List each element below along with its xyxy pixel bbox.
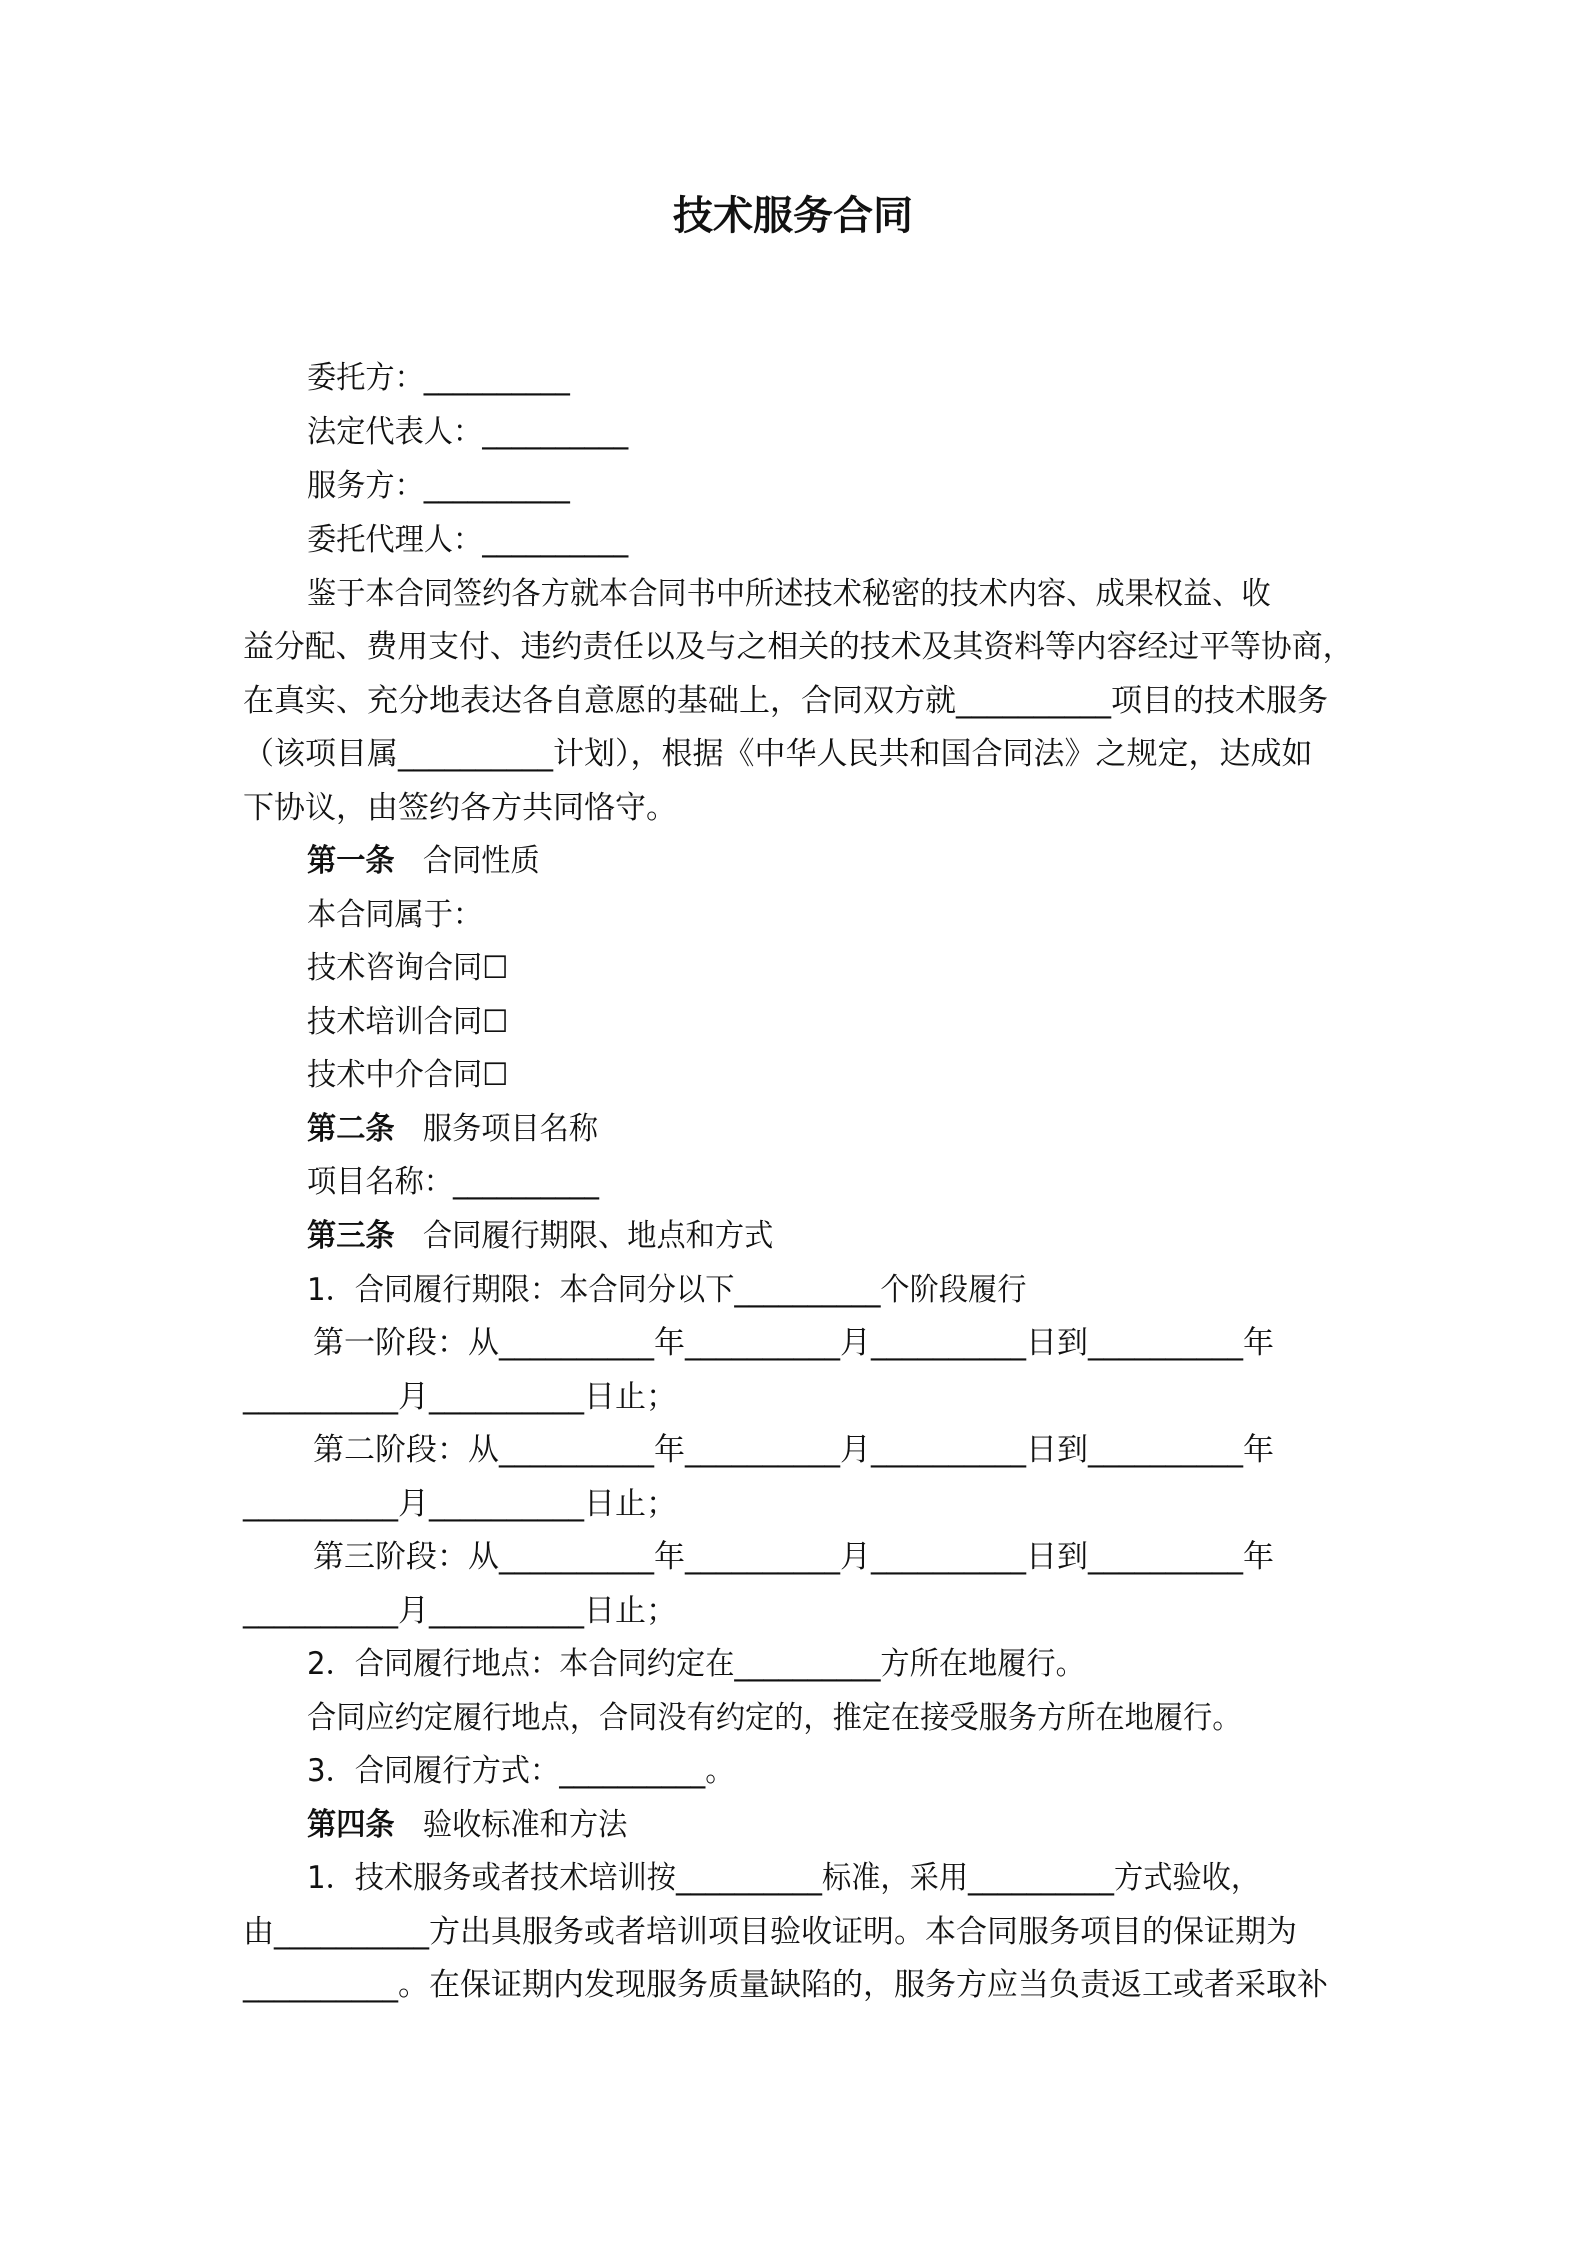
agent-line: 委托代理人：__________	[307, 522, 629, 558]
legal-rep-line: 法定代表人：__________	[307, 414, 629, 450]
article-number: 第二条	[307, 1111, 395, 1147]
stage-3-line: __________月__________日止；	[243, 1593, 677, 1629]
option-consulting: 技术咨询合同☐	[307, 950, 509, 986]
body-line: 3．合同履行方式：__________。	[307, 1753, 735, 1789]
preamble-line: （该项目属__________计划），根据《中华人民共和国合同法》之规定，达成如	[243, 736, 1313, 772]
preamble-line: 下协议，由签约各方共同恪守。	[243, 790, 677, 826]
body-line: 1．技术服务或者技术培训按__________标准，采用__________方式验收，	[307, 1860, 1261, 1896]
body-line: 合同应约定履行地点，合同没有约定的，推定在接受服务方所在地履行。	[307, 1700, 1242, 1736]
article-3-heading	[307, 1216, 1353, 1256]
stage-2-line: __________月__________日止；	[243, 1486, 677, 1522]
body-line: 1．合同履行期限：本合同分以下__________个阶段履行	[307, 1272, 1027, 1308]
document-title: 技术服务合同	[673, 193, 913, 239]
stage-1-line: __________月__________日止；	[243, 1379, 677, 1415]
article-2-heading	[307, 1109, 1353, 1149]
body-line: __________。在保证期内发现服务质量缺陷的，服务方应当负责返工或者采取补	[243, 1967, 1328, 2003]
article-title: 合同履行期限、地点和方式	[422, 1218, 774, 1254]
body-line: 由__________方出具服务或者培训项目验收证明。本合同服务项目的保证期为	[243, 1914, 1297, 1950]
article-title: 合同性质	[422, 843, 540, 879]
party-provider-line: 服务方：__________	[307, 468, 570, 504]
project-name-line: 项目名称：__________	[307, 1164, 600, 1200]
preamble-line: 益分配、费用支付、违约责任以及与之相关的技术及其资料等内容经过平等协商，	[243, 629, 1354, 665]
body-line: 2．合同履行地点：本合同约定在__________方所在地履行。	[307, 1646, 1085, 1682]
article-number: 第四条	[307, 1807, 395, 1843]
article-title: 服务项目名称	[422, 1111, 599, 1147]
stage-3-line: 第三阶段：从__________年__________月__________日到__________年	[313, 1539, 1274, 1575]
party-client-line: 委托方：__________	[307, 360, 570, 396]
preamble-line: 在真实、充分地表达各自意愿的基础上，合同双方就__________项目的技术服务	[243, 683, 1328, 719]
body-line: 本合同属于：	[307, 897, 483, 933]
stage-2-line: 第二阶段：从__________年__________月__________日到__________年	[313, 1432, 1274, 1468]
article-1-heading	[307, 841, 1353, 881]
preamble-line: 鉴于本合同签约各方就本合同书中所述技术秘密的技术内容、成果权益、收	[307, 576, 1271, 612]
option-training: 技术培训合同☐	[307, 1004, 509, 1040]
option-intermediary: 技术中介合同☐	[307, 1057, 509, 1093]
article-number: 第一条	[307, 843, 395, 879]
article-4-heading	[307, 1805, 1353, 1845]
article-title: 验收标准和方法	[422, 1807, 628, 1843]
article-number: 第三条	[307, 1218, 395, 1254]
stage-1-line: 第一阶段：从__________年__________月__________日到__________年	[313, 1325, 1274, 1361]
